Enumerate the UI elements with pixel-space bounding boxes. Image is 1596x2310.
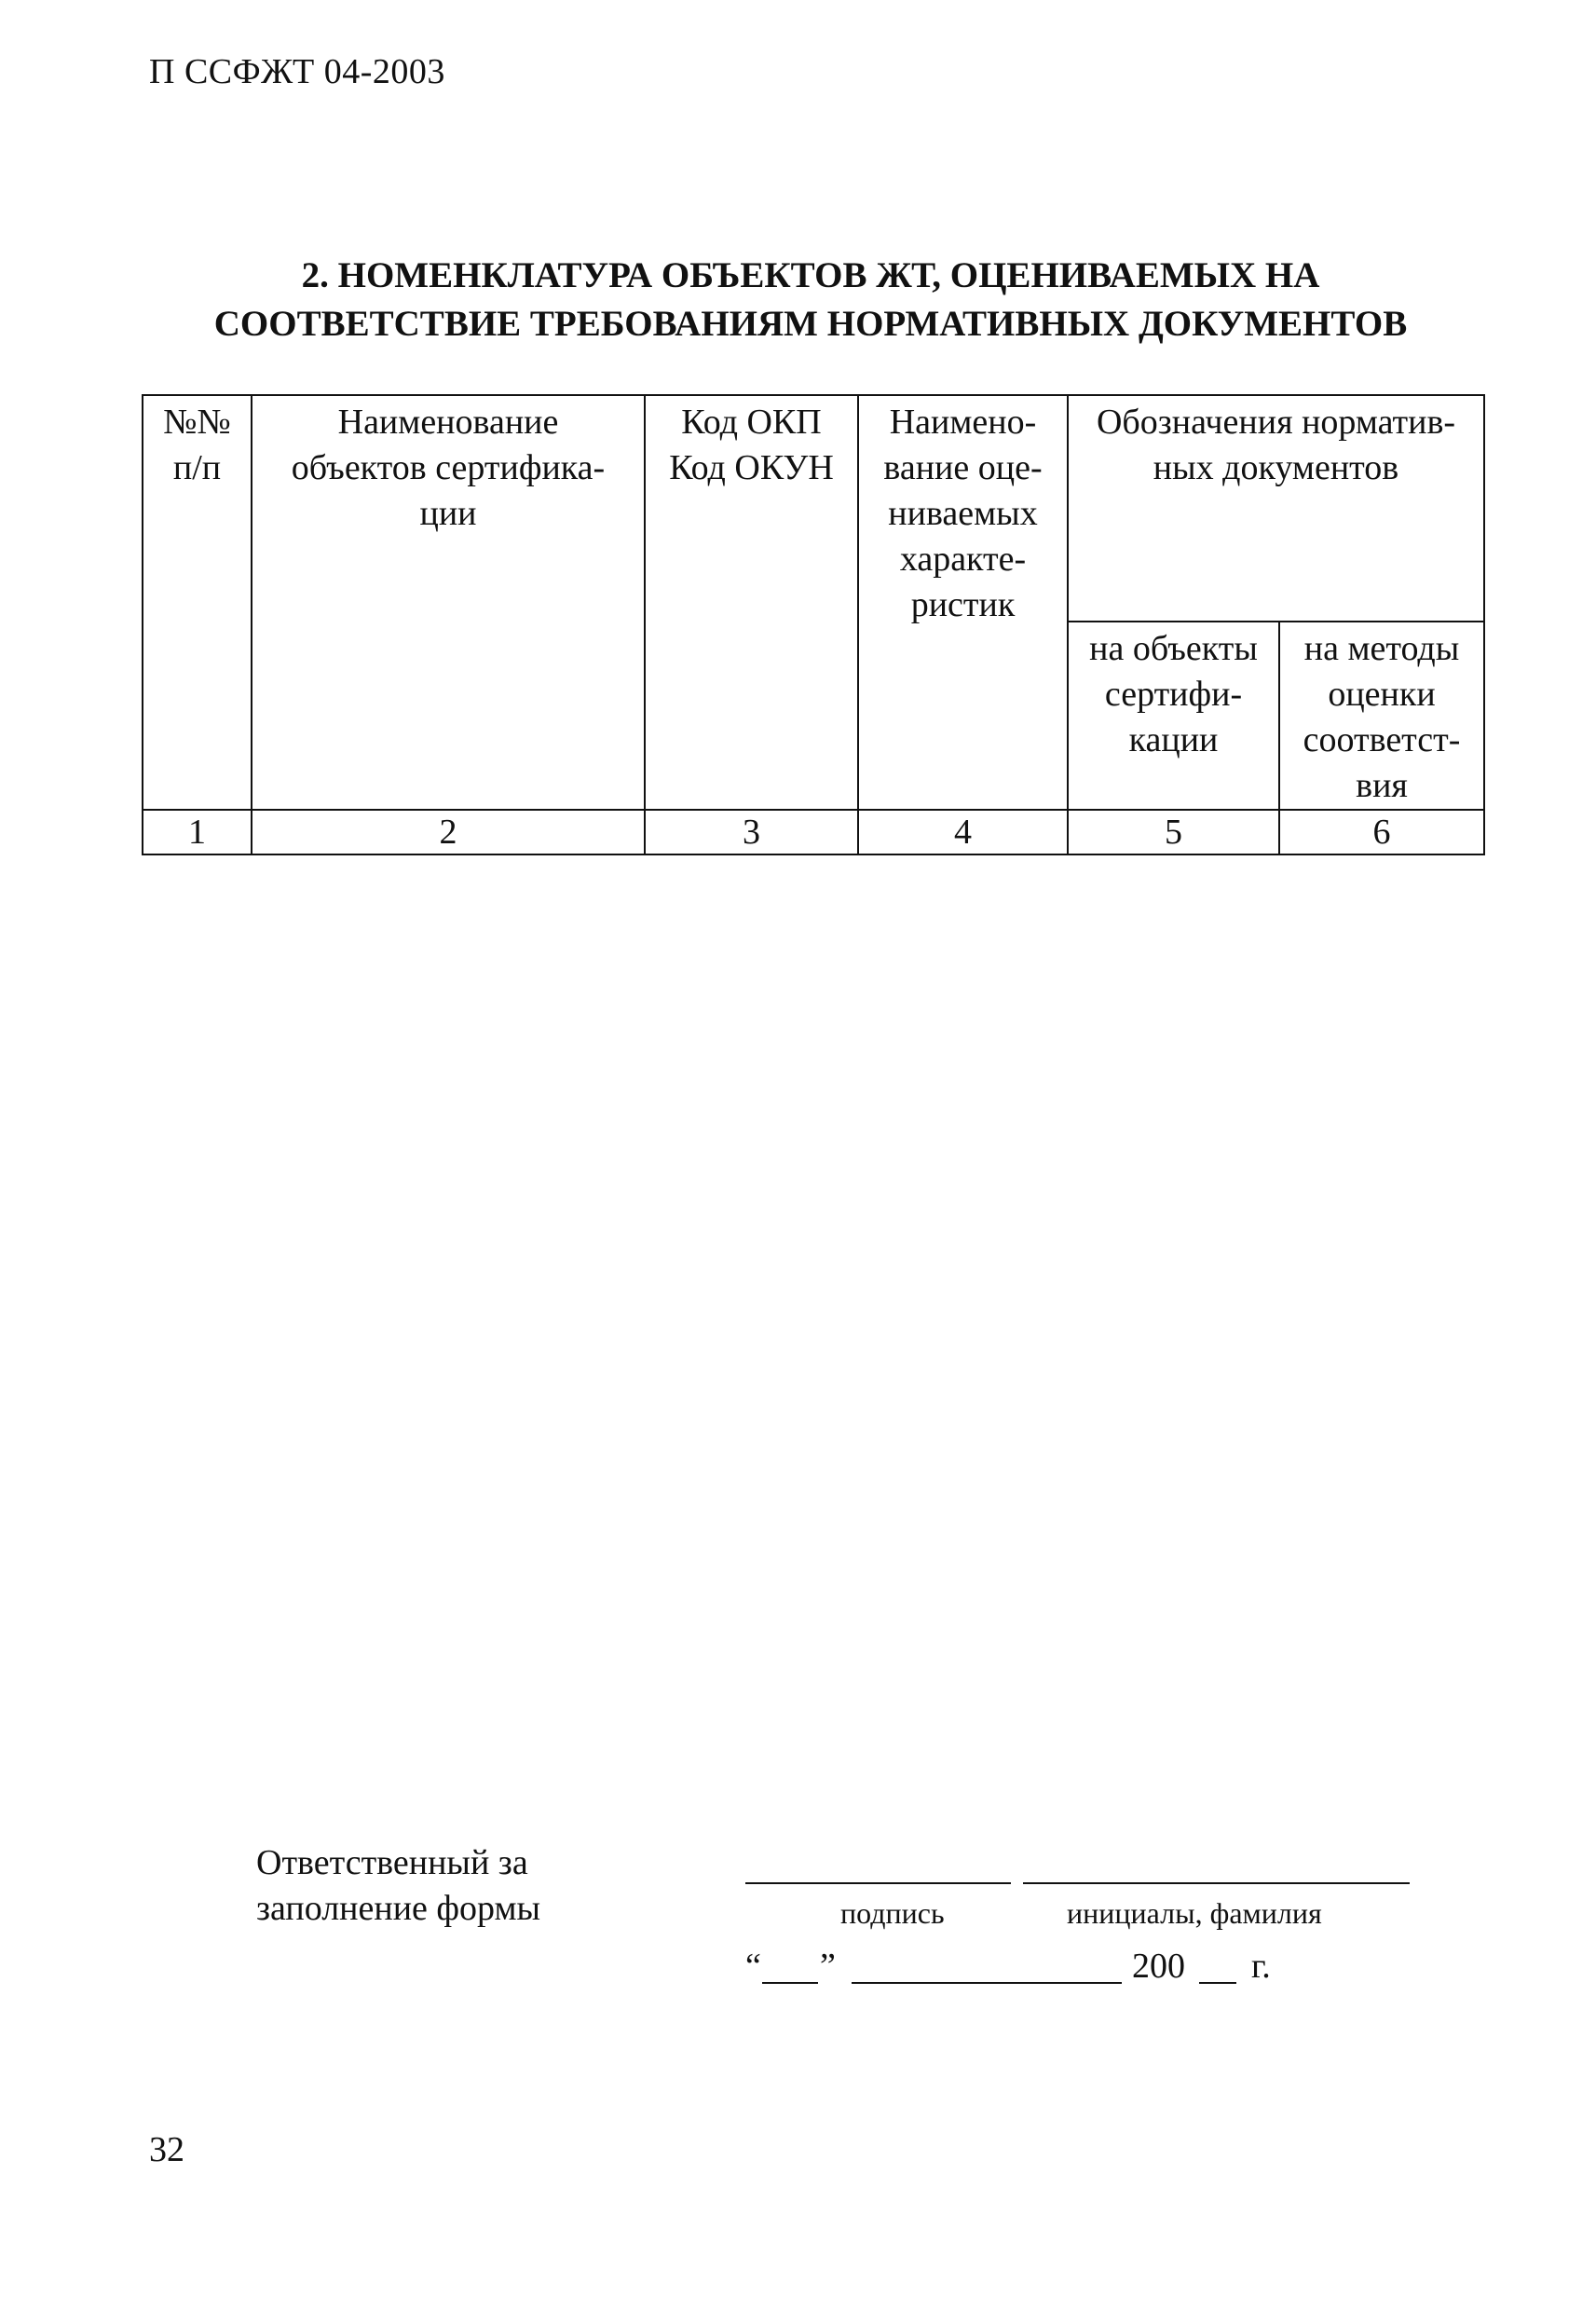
header-cell-okp-code: Код ОКП Код ОКУН xyxy=(645,395,858,810)
date-year-line[interactable] xyxy=(1199,1982,1236,1984)
name-line[interactable] xyxy=(1023,1882,1410,1884)
column-number-4: 4 xyxy=(858,810,1068,854)
header-cell-docs-objects: на объекты сертифи- кации xyxy=(1068,622,1279,810)
page-number: 32 xyxy=(149,2130,184,2169)
section-title xyxy=(140,252,1481,349)
table-row xyxy=(143,810,1484,854)
date-close-quote: ” xyxy=(820,1947,836,1986)
header-cell-docs-methods: на методы оценки соответст- вия xyxy=(1279,622,1484,810)
header-cell-normative-docs: Обозначения норматив- ных документов xyxy=(1068,395,1484,622)
signature-caption: подпись xyxy=(840,1896,945,1930)
date-month-line[interactable] xyxy=(852,1982,1122,1984)
column-number-1: 1 xyxy=(143,810,252,854)
header-cell-number: №№ п/п xyxy=(143,395,252,810)
name-caption: инициалы, фамилия xyxy=(1067,1896,1322,1930)
nomenclature-table xyxy=(142,394,1485,855)
responsible-label-line-1: Ответственный за xyxy=(256,1843,528,1882)
date-day-line[interactable] xyxy=(762,1982,818,1984)
responsible-label-line-2: заполнение формы xyxy=(256,1889,541,1928)
header-cell-object-name: Наименование объектов сертифика- ции xyxy=(252,395,645,810)
column-number-5: 5 xyxy=(1068,810,1279,854)
section-title-line-1: 2. НОМЕНКЛАТУРА ОБЪЕКТОВ ЖТ, ОЦЕНИВАЕМЫХ НА xyxy=(301,255,1320,295)
column-number-3: 3 xyxy=(645,810,858,854)
column-number-2: 2 xyxy=(252,810,645,854)
responsible-label xyxy=(256,1840,540,1932)
document-code: П ССФЖТ 04-2003 xyxy=(149,52,445,91)
section-title-line-2: СООТВЕТСТВИЕ ТРЕБОВАНИЯМ НОРМАТИВНЫХ ДОКУМЕНТОВ xyxy=(213,304,1408,344)
date-year-suffix: г. xyxy=(1251,1947,1271,1986)
column-number-6: 6 xyxy=(1279,810,1484,854)
date-year-prefix: 200 xyxy=(1132,1947,1185,1986)
table-header-row xyxy=(143,395,1484,622)
header-cell-characteristics: Наимено- вание оце- ниваемых характе- ристик xyxy=(858,395,1068,810)
signature-line[interactable] xyxy=(745,1882,1011,1884)
date-open-quote: “ xyxy=(745,1947,761,1986)
